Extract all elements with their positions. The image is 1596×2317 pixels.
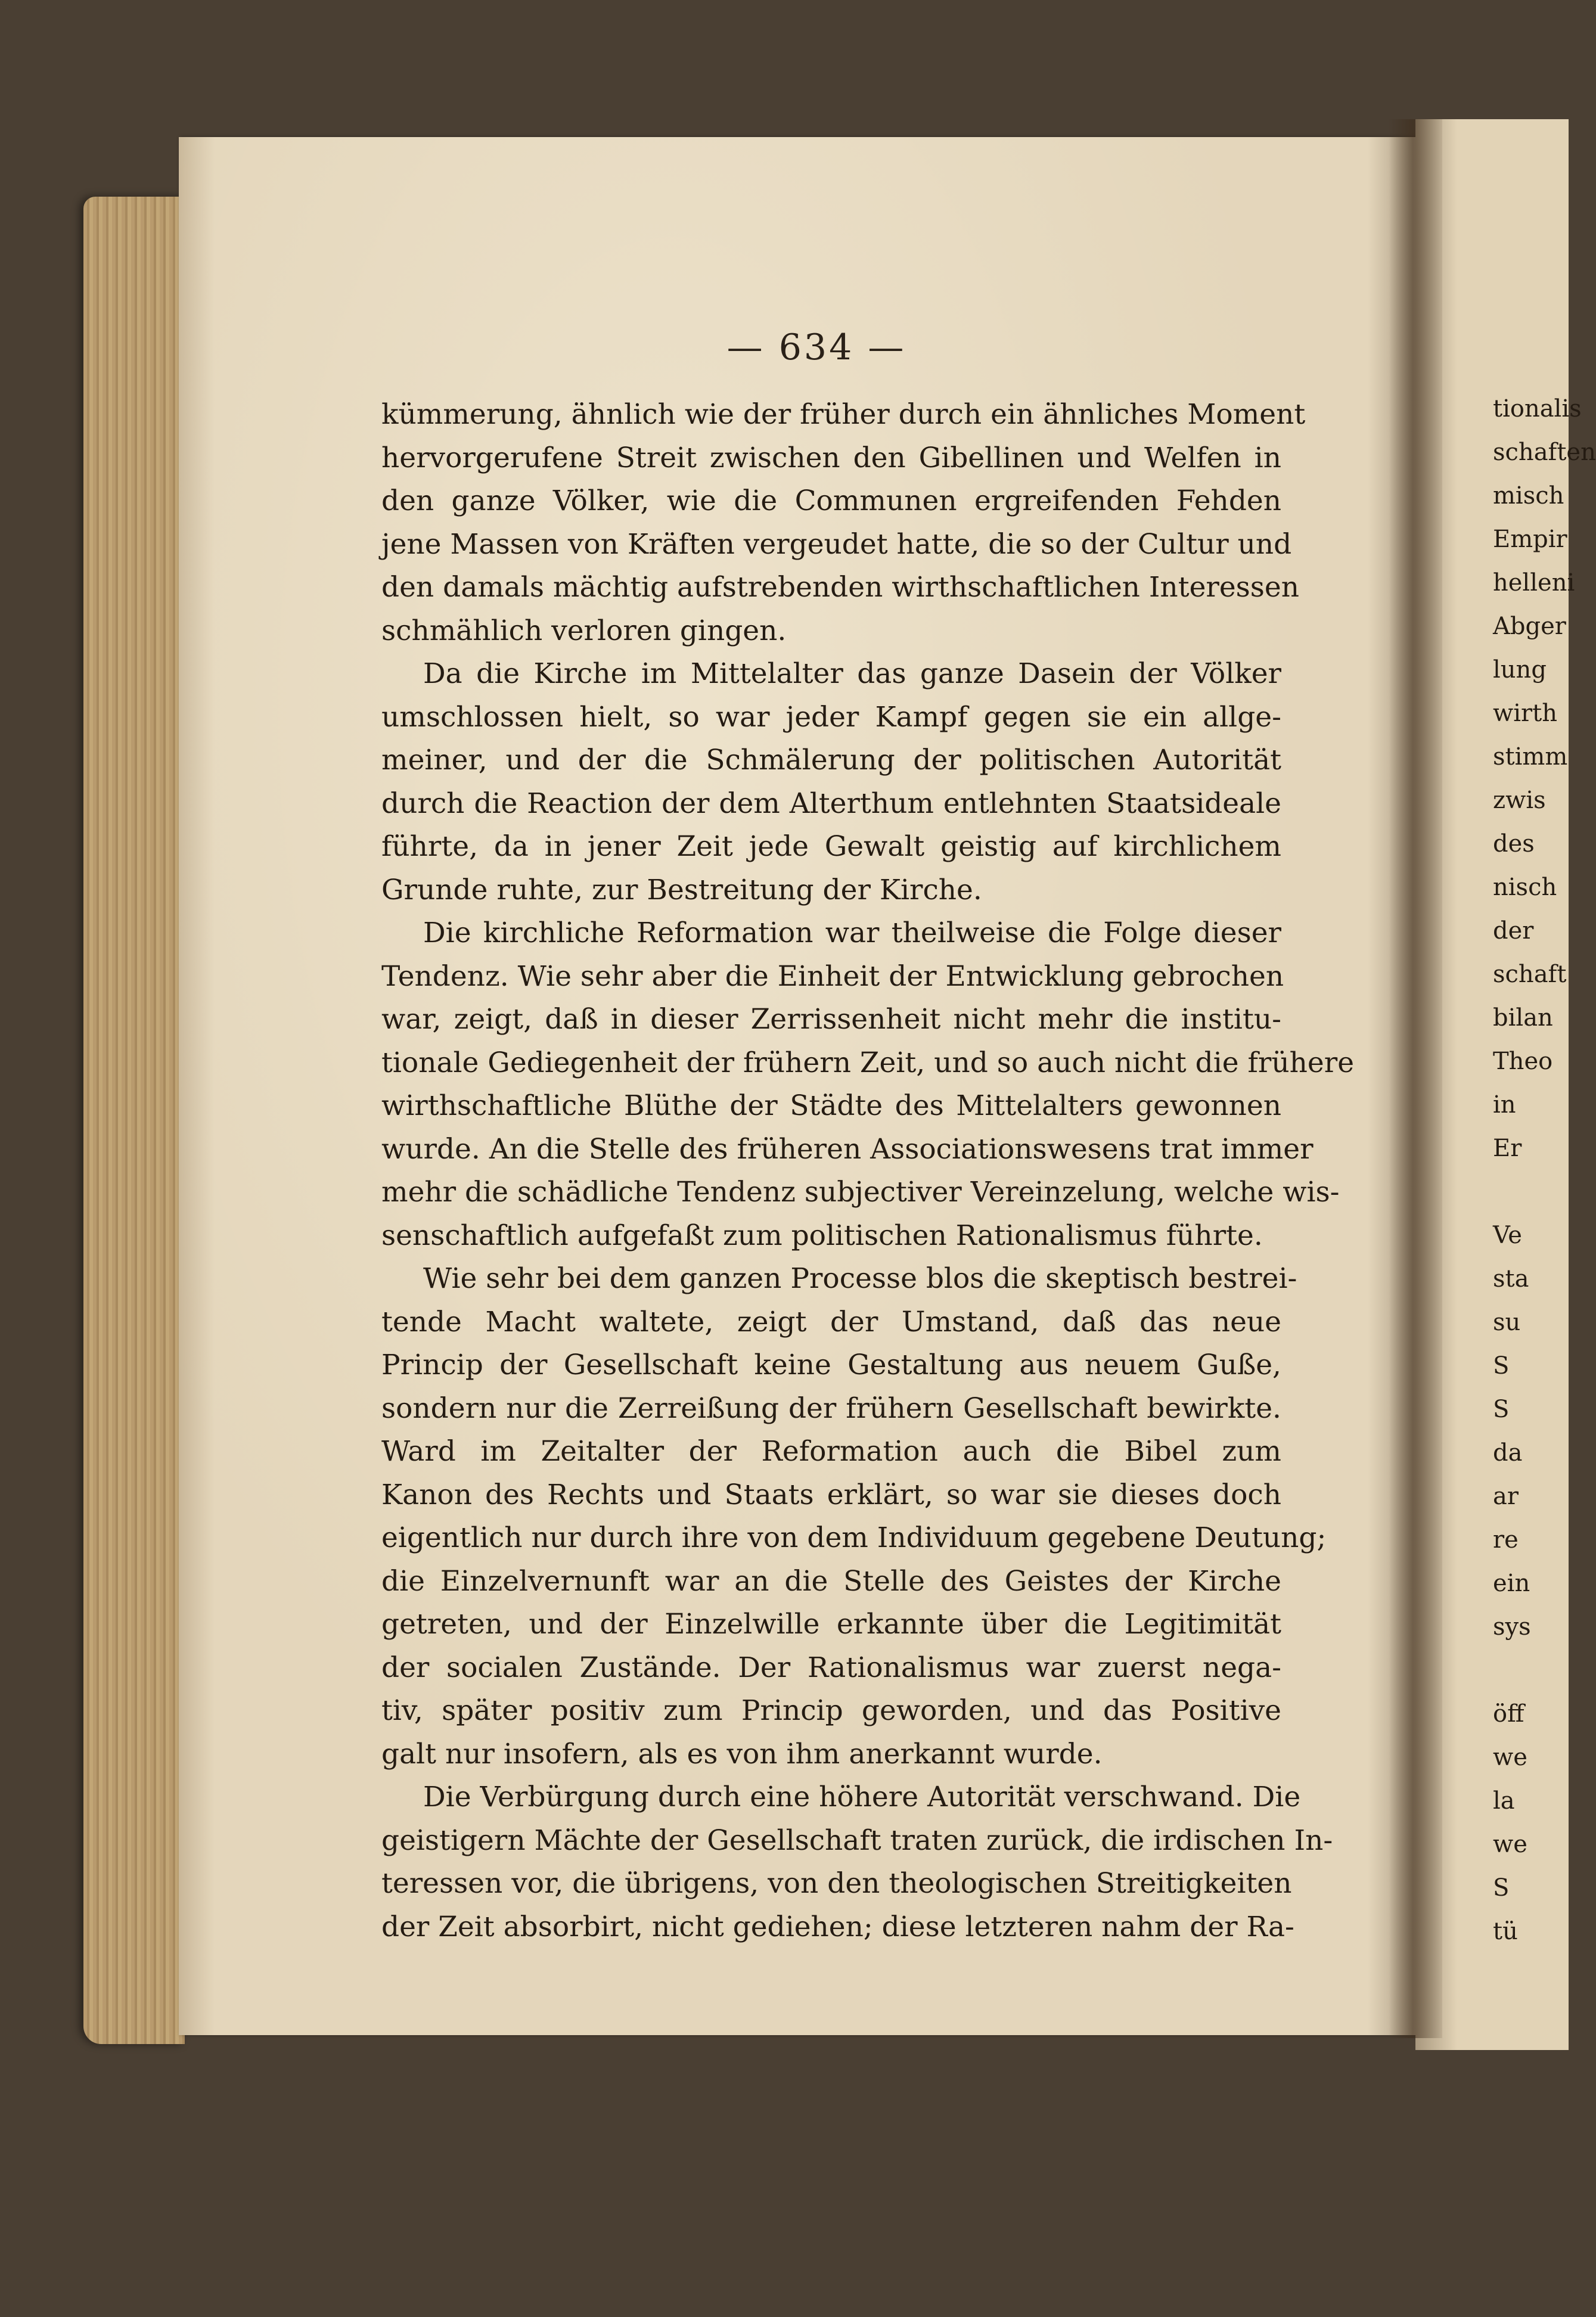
facing-page-fragment: helleni [1493, 569, 1575, 597]
facing-page-fragment: lung [1493, 656, 1547, 684]
text-line: Kanon des Rechts und Staats erklärt, so war sie dieses doch [381, 1478, 1281, 1511]
facing-page-text [1493, 387, 1596, 1953]
text-line: mehr die schädliche Tendenz subjectiver Vereinzelung, welche wis- [381, 1176, 1340, 1209]
facing-page-fragment: zwis [1493, 787, 1546, 814]
facing-page-fragment: re [1493, 1526, 1519, 1554]
facing-page-fragment: der [1493, 917, 1534, 945]
text-line: durch die Reaction der dem Alterthum entlehnten Staatsideale [381, 787, 1281, 820]
text-line: Ward im Zeitalter der Reformation auch die Bibel zum [381, 1435, 1281, 1468]
text-line: sondern nur die Zerreißung der frühern Gesellschaft bewirkte. [381, 1392, 1281, 1425]
facing-page-fragment [1493, 1170, 1569, 1214]
text-line: tende Macht waltete, zeigt der Umstand, daß das neue [381, 1305, 1281, 1338]
facing-page-fragment: S [1493, 1396, 1510, 1423]
text-line: den ganze Völker, wie die Communen ergreifenden Fehden [381, 484, 1281, 517]
body-text [381, 393, 1355, 1949]
text-line: hervorgerufene Streit zwischen den Gibellinen und Welfen in [381, 441, 1281, 474]
text-line: kümmerung, ähnlich wie der früher durch ein ähnliches Moment [381, 398, 1306, 431]
facing-page-fragment: we [1493, 1744, 1527, 1771]
text-line: jene Massen von Kräften vergeudet hatte, die so der Cultur und [381, 527, 1292, 561]
text-line: Die kirchliche Reformation war theilweise die Folge dieser [423, 917, 1281, 949]
page-block-edge [83, 197, 185, 2044]
facing-page-fragment: Er [1493, 1135, 1522, 1162]
facing-page-fragment: Empir [1493, 526, 1567, 553]
page-number: — 634 — [726, 327, 906, 368]
facing-page-fragment: S [1493, 1352, 1510, 1380]
text-line: galt nur insofern, als es von ihm anerkannt wurde. [381, 1737, 1103, 1771]
text-line: Tendenz. Wie sehr aber die Einheit der Entwicklung gebrochen [381, 959, 1284, 993]
facing-page-fragment: stimm [1493, 743, 1568, 771]
text-line: tionale Gediegenheit der frühern Zeit, und so auch nicht die frühere [381, 1046, 1355, 1079]
text-line: umschlossen hielt, so war jeder Kampf gegen sie ein allge- [381, 700, 1281, 734]
facing-page-fragment: Abger [1493, 613, 1566, 640]
text-line: eigentlich nur durch ihre von dem Individuum gegebene Deutung; [381, 1521, 1327, 1554]
facing-page-fragment: des [1493, 830, 1535, 858]
facing-page-fragment: wirth [1493, 700, 1557, 727]
text-line: senschaftlich aufgefaßt zum politischen Rationalismus führte. [381, 1219, 1263, 1252]
facing-page-fragment: schaften [1493, 439, 1596, 466]
facing-page-fragment: bilan [1493, 1004, 1553, 1032]
text-line: Princip der Gesellschaft keine Gestaltung aus neuem Guße, [381, 1349, 1281, 1381]
facing-page-fragment: S [1493, 1874, 1510, 1902]
book-gutter [1389, 119, 1442, 2038]
facing-page-fragment: tionalis [1493, 395, 1582, 423]
facing-page-fragment: öff [1493, 1700, 1524, 1728]
text-line: tiv, später positiv zum Princip geworden, und das Positive [381, 1694, 1281, 1727]
text-line: teressen vor, die übrigens, von den theologischen Streitigkeiten [381, 1867, 1292, 1900]
text-line: den damals mächtig aufstrebenden wirthschaftlichen Interessen [381, 571, 1300, 604]
facing-page-fragment: ein [1493, 1570, 1530, 1597]
text-line: Wie sehr bei dem ganzen Processe blos die skeptisch bestrei- [423, 1262, 1297, 1295]
facing-page-fragment: sta [1493, 1265, 1529, 1293]
facing-page-fragment: da [1493, 1439, 1523, 1467]
facing-page-fragment: we [1493, 1831, 1527, 1858]
facing-page-fragment: schaft [1493, 961, 1567, 988]
text-line: wurde. An die Stelle des früheren Associationswesens trat immer [381, 1132, 1314, 1166]
facing-page-fragment: Theo [1493, 1048, 1553, 1075]
text-line: geistigern Mächte der Gesellschaft traten zurück, die irdischen In- [381, 1824, 1333, 1857]
facing-page-fragment: tü [1493, 1918, 1518, 1945]
text-line: führte, da in jener Zeit jede Gewalt geistig auf kirchlichem [381, 830, 1281, 863]
facing-page-fragment: nisch [1493, 874, 1557, 901]
facing-page-fragment: su [1493, 1309, 1521, 1336]
text-line: meiner, und der die Schmälerung der politischen Autorität [381, 744, 1281, 777]
facing-page-fragment: in [1493, 1091, 1516, 1119]
text-line: wirthschaftliche Blüthe der Städte des Mittelalters gewonnen [381, 1089, 1281, 1122]
text-line: die Einzelvernunft war an die Stelle des Geistes der Kirche [381, 1564, 1281, 1598]
facing-page-fragment: sys [1493, 1613, 1531, 1641]
text-line: war, zeigt, daß in dieser Zerrissenheit nicht mehr die institu- [381, 1003, 1281, 1036]
facing-page-fragment: misch [1493, 482, 1564, 510]
facing-page-fragment: Ve [1493, 1222, 1522, 1249]
text-line: schmählich verloren gingen. [381, 614, 787, 647]
text-line: der Zeit absorbirt, nicht gediehen; diese letzteren nahm der Ra- [381, 1910, 1294, 1943]
text-line: getreten, und der Einzelwille erkannte über die Legitimität [381, 1608, 1281, 1641]
text-line: der socialen Zustände. Der Rationalismus war zuerst nega- [381, 1651, 1281, 1684]
text-line: Grunde ruhte, zur Bestreitung der Kirche. [381, 873, 982, 906]
facing-page-fragment [1493, 1649, 1569, 1692]
text-line: Die Verbürgung durch eine höhere Autorität verschwand. Die [423, 1781, 1301, 1813]
facing-page-fragment: ar [1493, 1483, 1519, 1510]
text-line: Da die Kirche im Mittelalter das ganze Dasein der Völker [423, 657, 1281, 690]
facing-page-fragment: la [1493, 1787, 1515, 1815]
